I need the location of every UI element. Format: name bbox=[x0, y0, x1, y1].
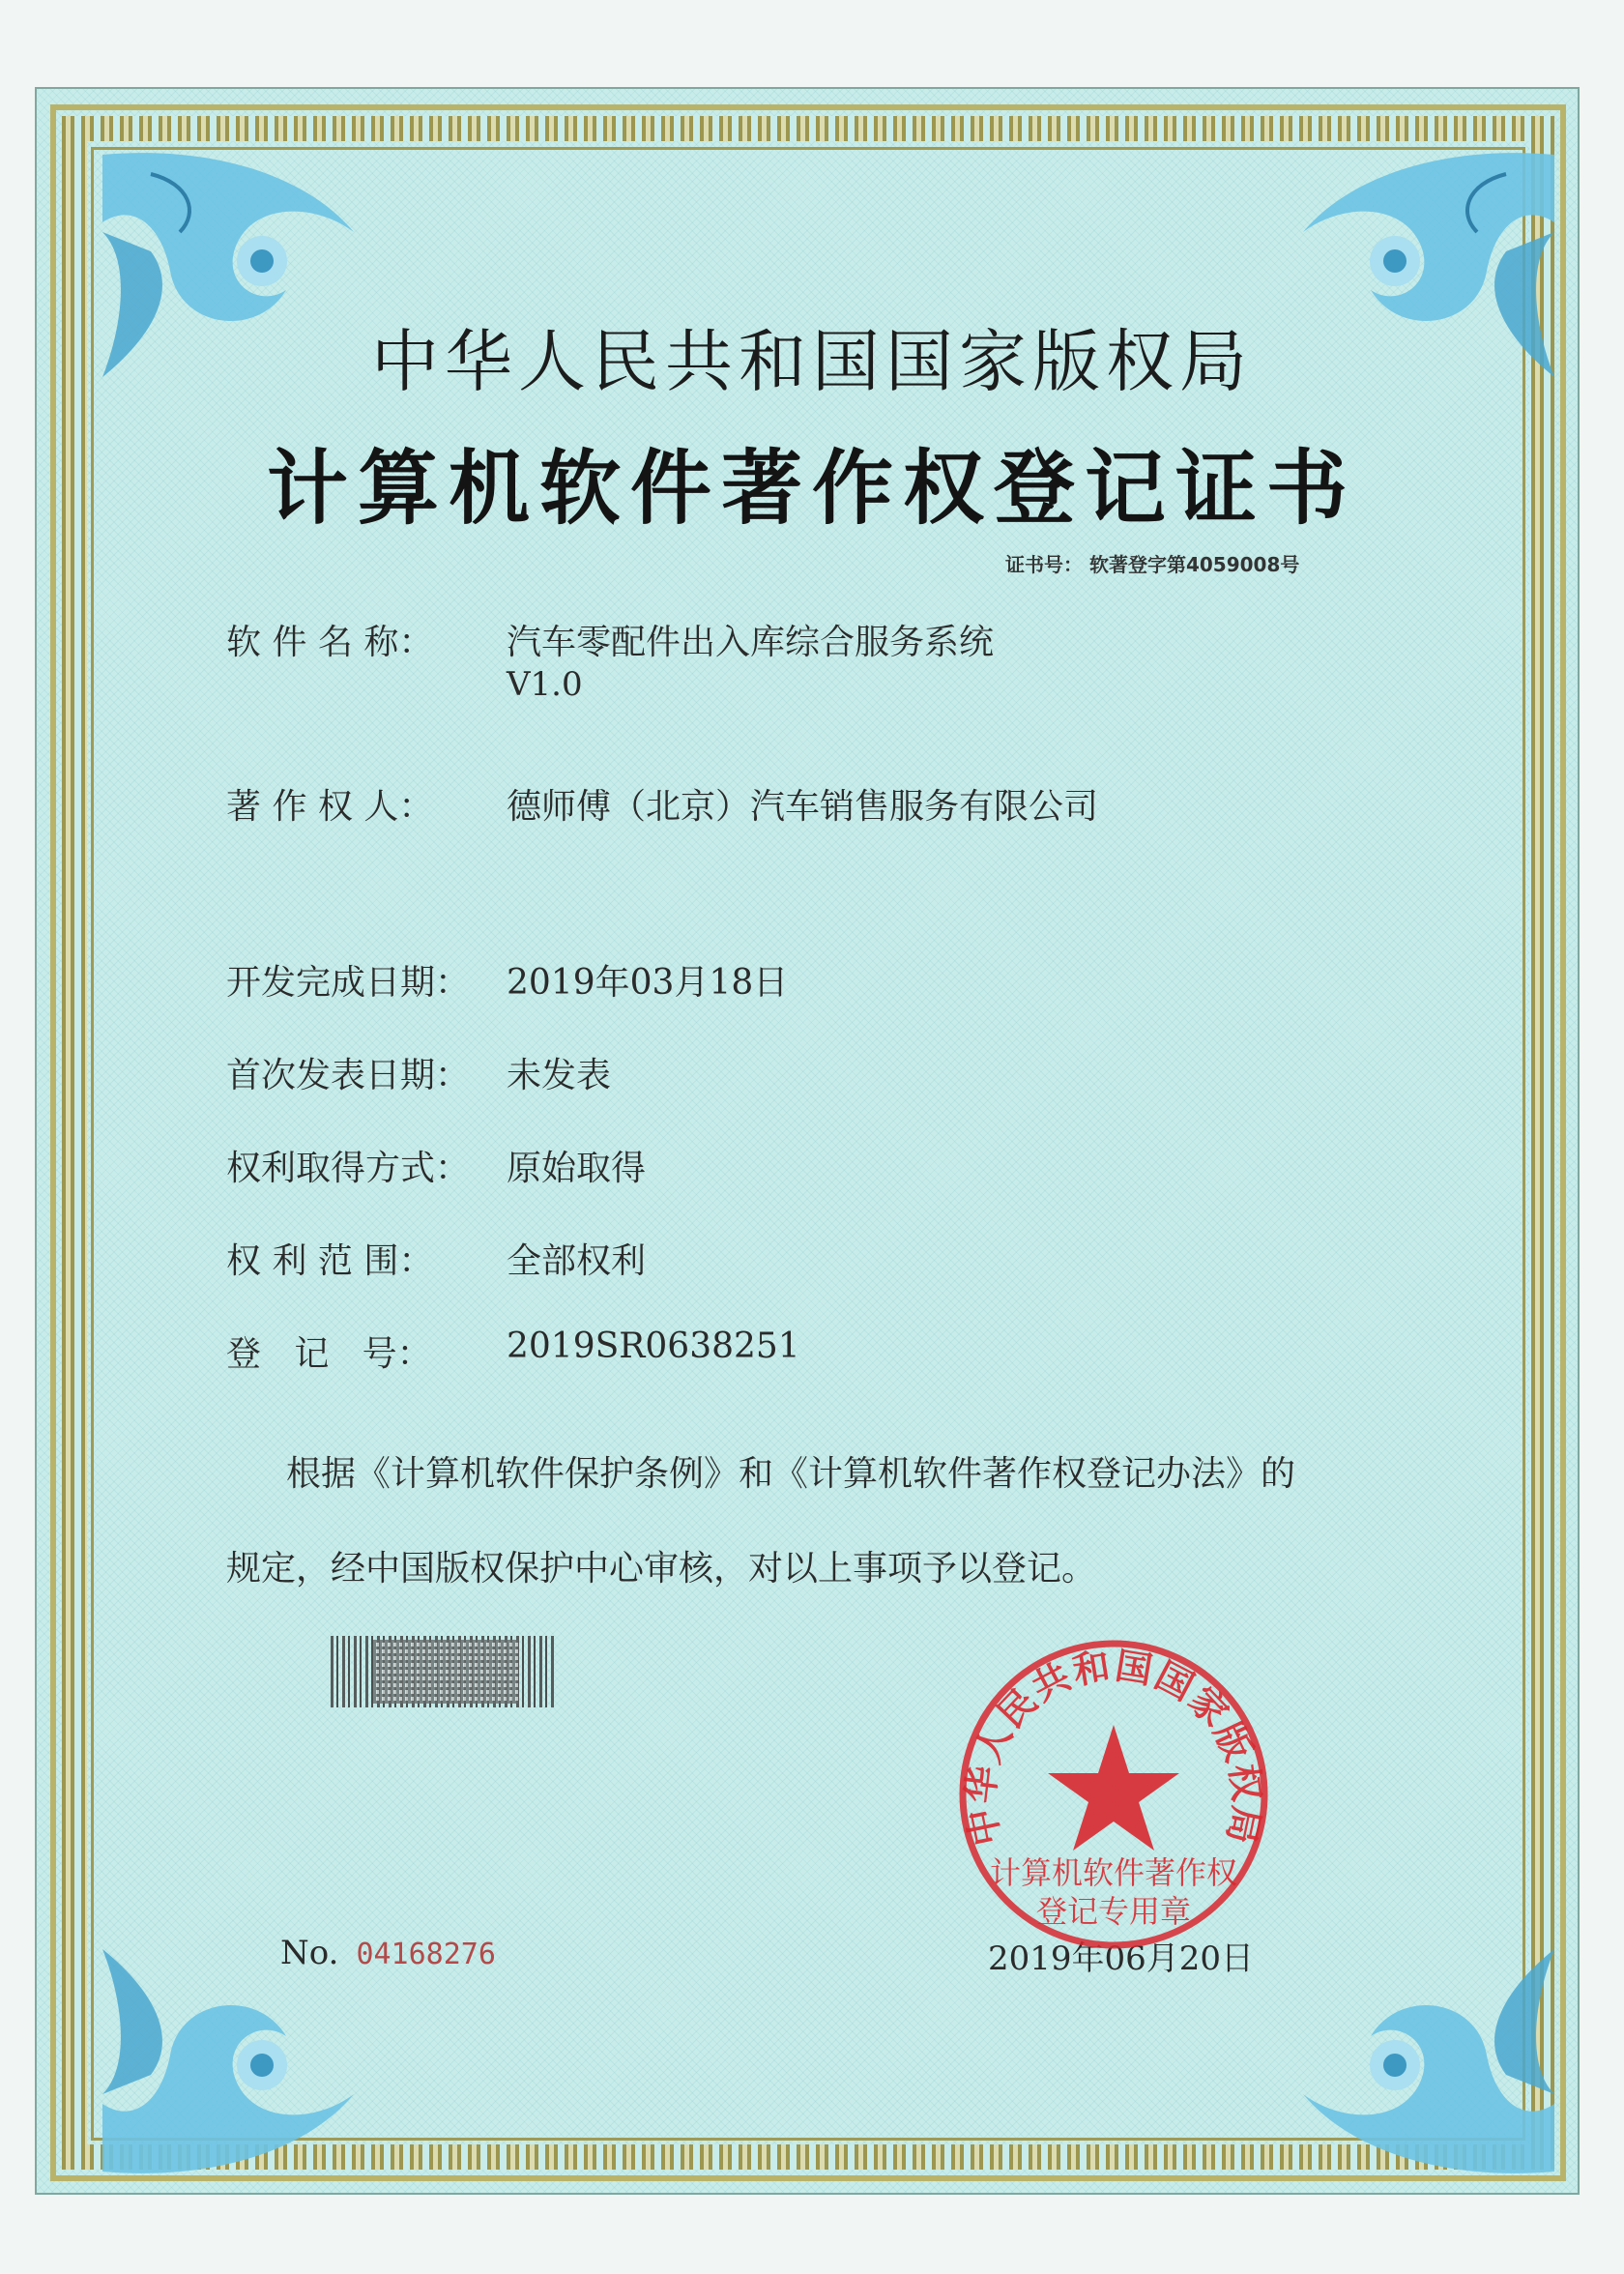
owner-label: 著 作 权 人： bbox=[226, 787, 434, 827]
barcode bbox=[331, 1636, 557, 1707]
qr-code-icon bbox=[373, 1640, 518, 1704]
statement-line-1: 根据《计算机软件保护条例》和《计算机软件著作权登记办法》的 bbox=[286, 1454, 1296, 1494]
seal-center-line2: 登记专用章 bbox=[1035, 1893, 1192, 1930]
statement-line-2: 规定，经中国版权保护中心审核，对以上事项予以登记。 bbox=[226, 1549, 1097, 1589]
software-name-value: 汽车零配件出入库综合服务系统 bbox=[507, 623, 995, 662]
serial-label: No. bbox=[280, 1934, 339, 1972]
scope-value: 全部权利 bbox=[507, 1241, 647, 1281]
reg-number-value: 2019SR0638251 bbox=[507, 1326, 800, 1366]
certificate-title: 计算机软件著作权登记证书 bbox=[266, 440, 1357, 536]
dev-date-label: 开发完成日期： bbox=[226, 963, 471, 1003]
acquire-value: 原始取得 bbox=[507, 1149, 647, 1188]
acquire-label: 权利取得方式： bbox=[226, 1149, 471, 1188]
pub-date-value: 未发表 bbox=[507, 1056, 612, 1095]
corner-ornament-bottom-left bbox=[93, 1939, 373, 2181]
serial-number bbox=[280, 1934, 496, 1972]
certificate-number-value: 软著登字第4059008号 bbox=[1088, 553, 1300, 576]
reg-number-label: 登 记 号： bbox=[226, 1334, 432, 1374]
issuing-authority: 中华人民共和国国家版权局 bbox=[371, 322, 1253, 401]
seal-center-line1: 计算机软件著作权 bbox=[989, 1854, 1238, 1891]
owner-value: 德师傅（北京）汽车销售服务有限公司 bbox=[507, 787, 1099, 827]
star-icon bbox=[1048, 1725, 1179, 1851]
seal-ring-text: 中华人民共和国国家版权局 bbox=[958, 1644, 1269, 1850]
official-seal bbox=[955, 1636, 1272, 1953]
software-version: V1.0 bbox=[507, 665, 583, 704]
certificate-number-label: 证书号： bbox=[1005, 553, 1083, 576]
scope-label: 权 利 范 围： bbox=[226, 1241, 434, 1281]
issue-date: 2019年06月20日 bbox=[988, 1939, 1255, 1978]
dev-date-value: 2019年03月18日 bbox=[507, 963, 789, 1003]
pub-date-label: 首次发表日期： bbox=[226, 1056, 471, 1095]
software-name-label: 软 件 名 称： bbox=[226, 623, 434, 662]
certificate-number bbox=[1005, 549, 1299, 577]
corner-ornament-bottom-right bbox=[1284, 1939, 1564, 2181]
serial-value: 04168276 bbox=[356, 1938, 496, 1971]
